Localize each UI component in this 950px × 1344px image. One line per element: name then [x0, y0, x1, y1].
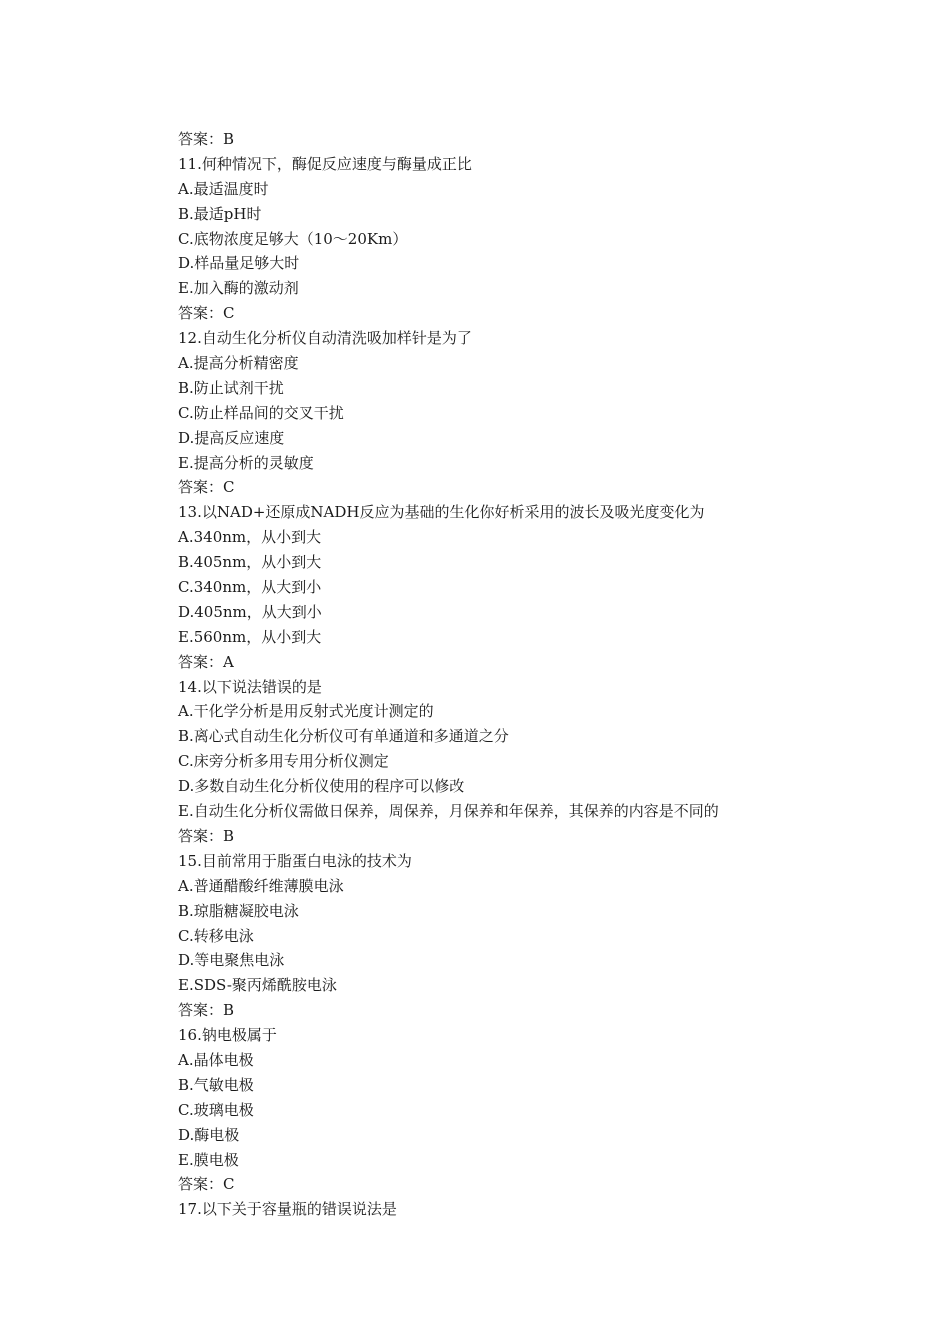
answer-line: 答案：B [178, 130, 235, 148]
option-line: B.离心式自动生化分析仪可有单通道和多通道之分 [178, 727, 509, 746]
option-line: B.气敏电极 [178, 1075, 254, 1094]
option-line: A.提高分析精密度 [178, 354, 299, 373]
option-line: A.普通醋酸纤维薄膜电泳 [178, 876, 344, 895]
option-line: D.酶电极 [178, 1125, 240, 1144]
question-line: 11.何种情况下，酶促反应速度与酶量成正比 [178, 154, 472, 173]
option-line: D.405nm，从大到小 [178, 602, 322, 621]
option-line: E.提高分析的灵敏度 [178, 453, 314, 472]
option-line: A.干化学分析是用反射式光度计测定的 [178, 702, 434, 721]
option-line: D.样品量足够大时 [178, 254, 300, 273]
answer-line: 答案：C [178, 304, 235, 323]
question-line: 14.以下说法错误的是 [178, 677, 322, 696]
option-line: B.琼脂糖凝胶电泳 [178, 901, 299, 920]
answer-line: 答案：C [178, 1175, 235, 1194]
answer-line: 答案：A [178, 652, 234, 671]
option-line: B.405nm，从小到大 [178, 553, 322, 572]
option-line: E.560nm，从小到大 [178, 627, 322, 646]
option-line: B.防止试剂干扰 [178, 378, 284, 397]
option-line: E.自动生化分析仪需做日保养，周保养，月保养和年保养，其保养的内容是不同的 [178, 802, 719, 821]
option-line: C.转移电泳 [178, 926, 254, 945]
option-line: C.床旁分析多用专用分析仪测定 [178, 752, 389, 771]
option-line: A.340nm，从小到大 [178, 528, 322, 547]
question-line: 13.以NAD+还原成NADH反应为基础的生化你好析采用的波长及吸光度变化为 [178, 503, 705, 522]
answer-line: 答案：C [178, 478, 235, 497]
document-body [178, 127, 898, 1222]
option-line: A.最适温度时 [178, 179, 269, 198]
question-line: 15.目前常用于脂蛋白电泳的技术为 [178, 851, 412, 870]
option-line: E.膜电极 [178, 1150, 239, 1169]
option-line: E.加入酶的激动剂 [178, 279, 299, 298]
answer-line: 答案：B [178, 826, 235, 845]
option-line: C.340nm，从大到小 [178, 578, 322, 597]
option-line: A.晶体电极 [178, 1050, 254, 1069]
question-line: 16.钠电极属于 [178, 1026, 277, 1045]
question-line: 12.自动生化分析仪自动清洗吸加样针是为了 [178, 329, 472, 348]
option-line: C.防止样品间的交叉干扰 [178, 403, 344, 422]
option-line: E.SDS-聚丙烯酰胺电泳 [178, 976, 337, 995]
option-line: D.多数自动生化分析仪使用的程序可以修改 [178, 777, 465, 796]
answer-line: 答案：B [178, 1001, 235, 1020]
option-line: D.提高反应速度 [178, 428, 285, 447]
option-line: B.最适pH时 [178, 204, 262, 223]
question-line: 17.以下关于容量瓶的错误说法是 [178, 1200, 397, 1219]
option-line: C.底物浓度足够大（10～20Km） [178, 229, 408, 248]
option-line: D.等电聚焦电泳 [178, 951, 285, 970]
option-line: C.玻璃电极 [178, 1100, 254, 1119]
